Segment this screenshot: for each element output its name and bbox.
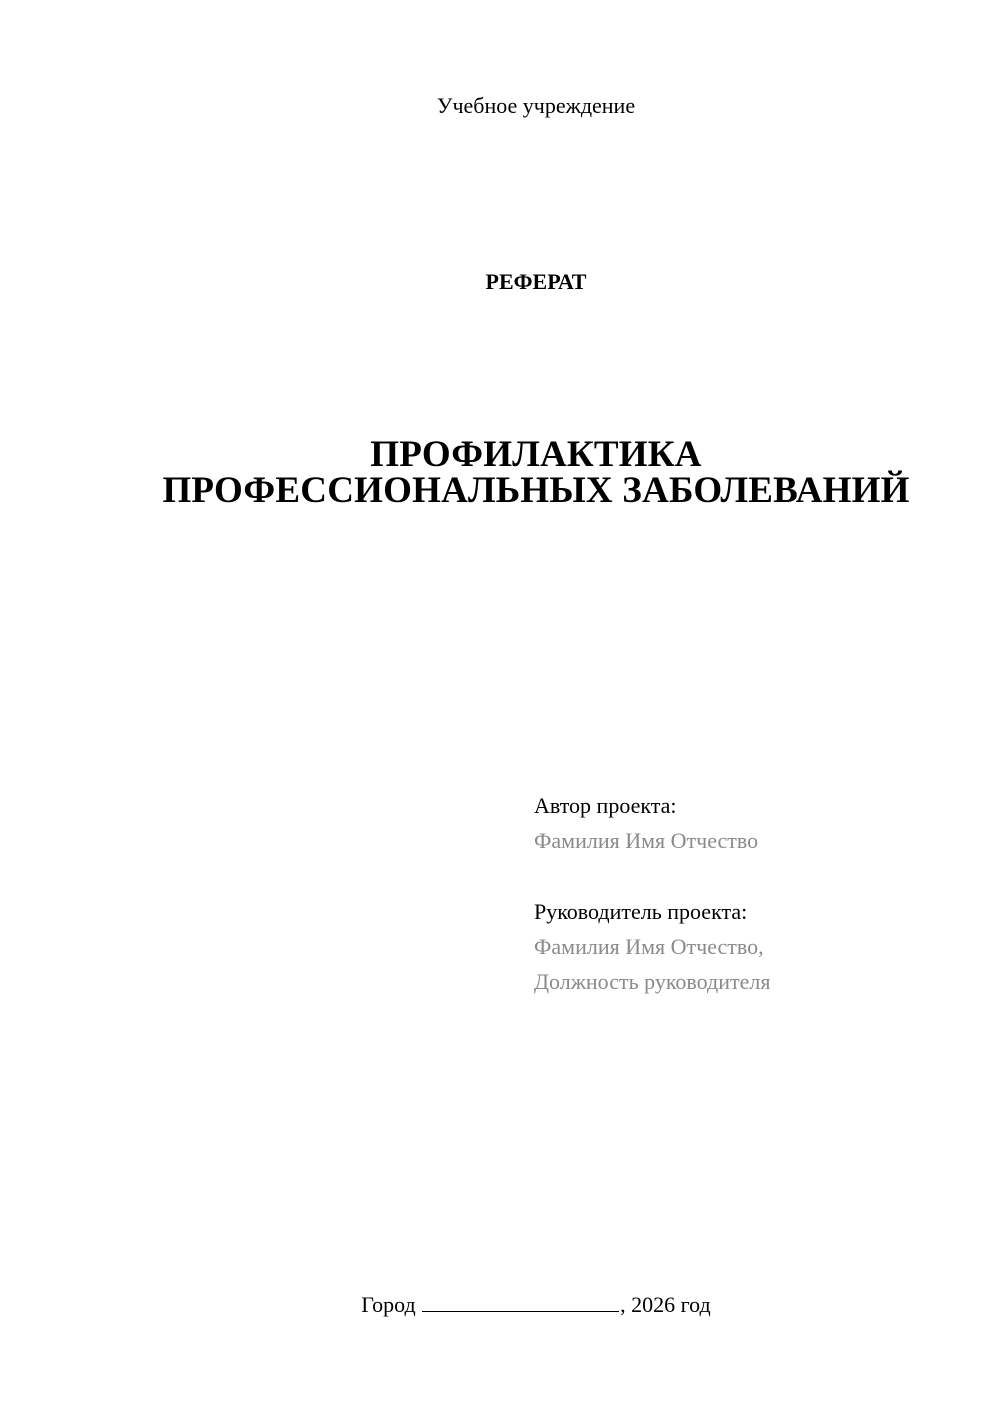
credits-block <box>534 788 974 999</box>
document-type: РЕФЕРАТ <box>485 269 587 294</box>
city-label: Город <box>361 1292 416 1317</box>
author-name: Фамилия Имя Отчество <box>534 828 759 853</box>
year-text: , 2026 год <box>620 1292 711 1317</box>
city-blank-line <box>422 1291 619 1312</box>
supervisor-name: Фамилия Имя Отчество, <box>534 934 764 959</box>
supervisor-position: Должность руководителя <box>534 969 771 994</box>
author-label: Автор проекта: <box>534 793 677 818</box>
supervisor-label: Руководитель проекта: <box>534 899 748 924</box>
footer-city-year <box>0 1290 1000 1320</box>
topic-line-1: ПРОФИЛАКТИКА <box>370 434 702 475</box>
credits-spacer <box>534 858 974 894</box>
topic-line-2: ПРОФЕССИОНАЛЬНЫХ ЗАБОЛЕВАНИЙ <box>162 470 910 511</box>
document-topic <box>0 434 1000 511</box>
institution-name: Учебное учреждение <box>436 93 636 118</box>
